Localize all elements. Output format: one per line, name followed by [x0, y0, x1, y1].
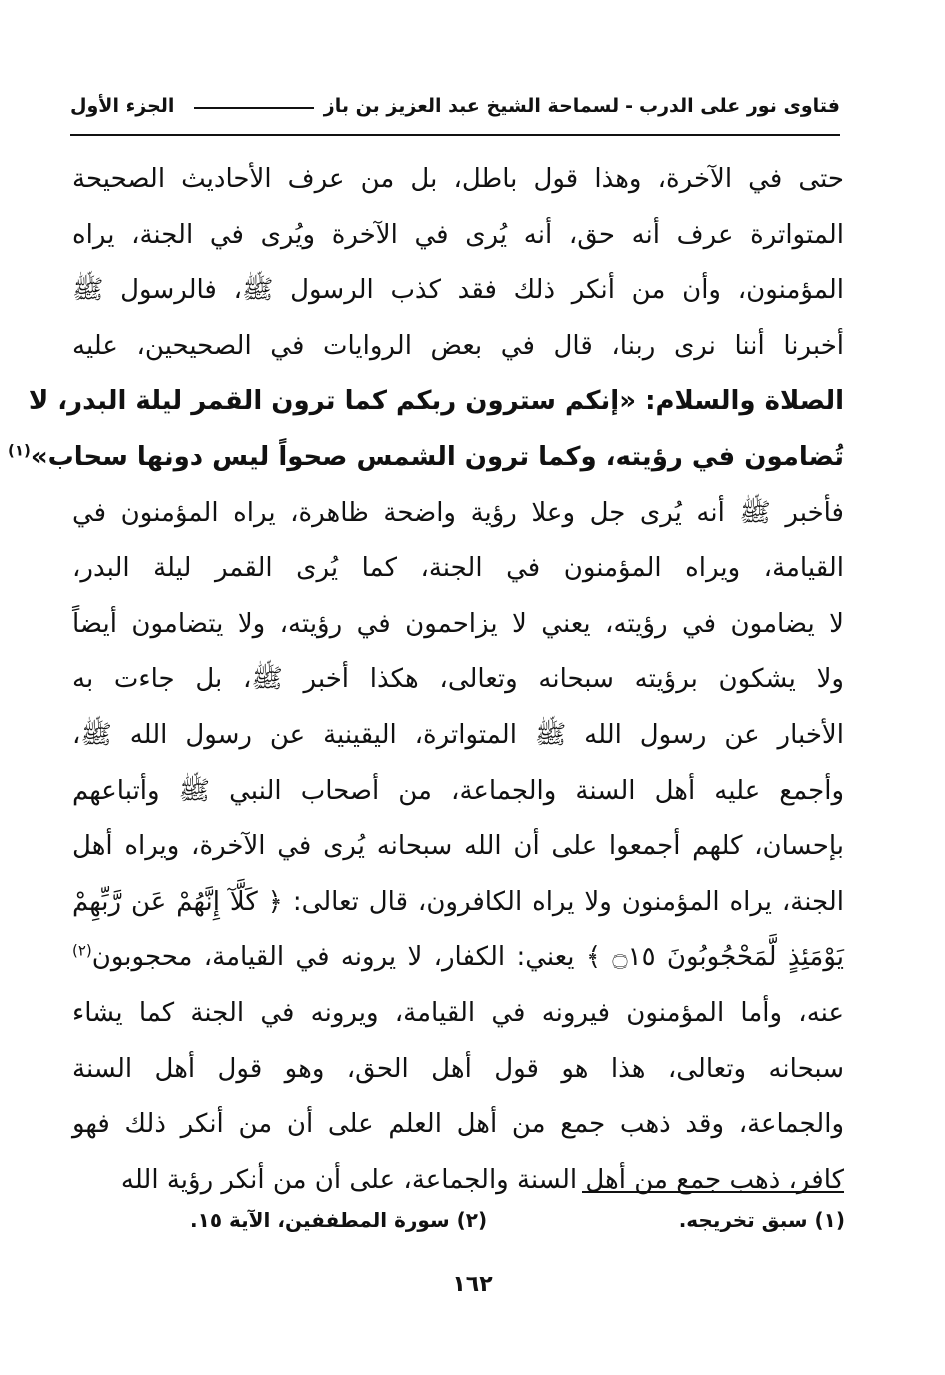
author-name: لسماحة الشيخ عبد العزيز بن باز [323, 95, 620, 117]
header-dash-rule [194, 107, 314, 109]
text-line: المتواترة عرف أنه حق، أنه يُرى في الآخرة ويُرى في الجنة، يراه [72, 219, 844, 250]
footnote-2: (٢) سورة المطففين، الآية ١٥. [190, 1208, 488, 1232]
text-line: تُضامون في رؤيته، وكما ترون الشمس صحواً ليس دونها سحاب» [30, 441, 844, 472]
text-line: فأخبر ﷺ أنه يُرى جل وعلا رؤية واضحة ظاهرة، يراه المؤمنون في [72, 497, 844, 528]
footnote-ref: (١) [7, 441, 31, 460]
text-line: سبحانه وتعالى، هذا هو قول أهل الحق، وهو قول أهل السنة [72, 1053, 844, 1084]
header-divider [70, 134, 840, 136]
footnotes [190, 1200, 845, 1240]
volume-label: الجزء الأول [70, 95, 175, 117]
text-line: المؤمنون، وأن من أنكر ذلك فقد كذب الرسول ﷺ، فالرسول ﷺ [72, 275, 844, 306]
text-line: يَوْمَئِذٍ لَّمَحْجُوبُونَ ۝١٥ ﴾ يعني: الكفار، لا يرونه في القيامة، محجوبون [91, 942, 844, 973]
text-line-with-footnote [72, 930, 844, 986]
text-line: بإحسان، كلهم أجمعوا على أن الله سبحانه يُرى في الآخرة، ويراه أهل [72, 831, 844, 862]
footnote-divider [582, 1191, 844, 1193]
text-line: الأخبار عن رسول الله ﷺ المتواترة، اليقينية عن رسول الله ﷺ، [72, 719, 844, 750]
text-line: حتى في الآخرة، وهذا قول باطل، بل من عرف الأحاديث الصحيحة [72, 164, 844, 194]
book-title: فتاوى نور على الدرب [639, 95, 840, 117]
text-line: ولا يشكون برؤيته سبحانه وتعالى، هكذا أخبر ﷺ، بل جاءت به [72, 664, 844, 695]
text-line: لا يضامون في رؤيته، يعني لا يزاحمون في رؤيته، ولا يتضامون أيضاً [72, 608, 844, 639]
footnote-ref: (٢) [72, 941, 92, 960]
text-line: أخبرنا أننا نرى ربنا، قال في بعض الروايات في الصحيحين، عليه [72, 330, 844, 361]
text-line: القيامة، ويراه المؤمنون في الجنة، كما يُرى القمر ليلة البدر، [72, 553, 844, 584]
running-header [70, 86, 840, 126]
text-line: عنه، وأما المؤمنون فيرونه في القيامة، ويرونه في الجنة كما يشاء [72, 997, 844, 1028]
text-line: والجماعة، وقد ذهب جمع من أهل العلم على أن من أنكر ذلك فهو [72, 1109, 844, 1140]
text-line: كافر، ذهب جمع من أهل السنة والجماعة، على أن من أنكر رؤية الله [120, 1164, 844, 1195]
text-line: الجنة، يراه المؤمنون ولا يراه الكافرون، قال تعالى: ﴿ كَلَّآ إِنَّهُمْ عَن رَّبِّهِمْ [72, 886, 844, 917]
footnote-1: (١) سبق تخريجه. [678, 1208, 845, 1232]
text-line: وأجمع عليه أهل السنة والجماعة، من أصحاب النبي ﷺ وأتباعهم [72, 775, 844, 806]
body-text [7, 152, 844, 1208]
header-separator: - [625, 95, 633, 117]
page-number: ١٦٢ [452, 1272, 493, 1297]
text-line: الصلاة والسلام: «إنكم سترون ربكم كما ترون القمر ليلة البدر، لا [28, 386, 844, 417]
text-line-with-footnote [7, 430, 844, 486]
